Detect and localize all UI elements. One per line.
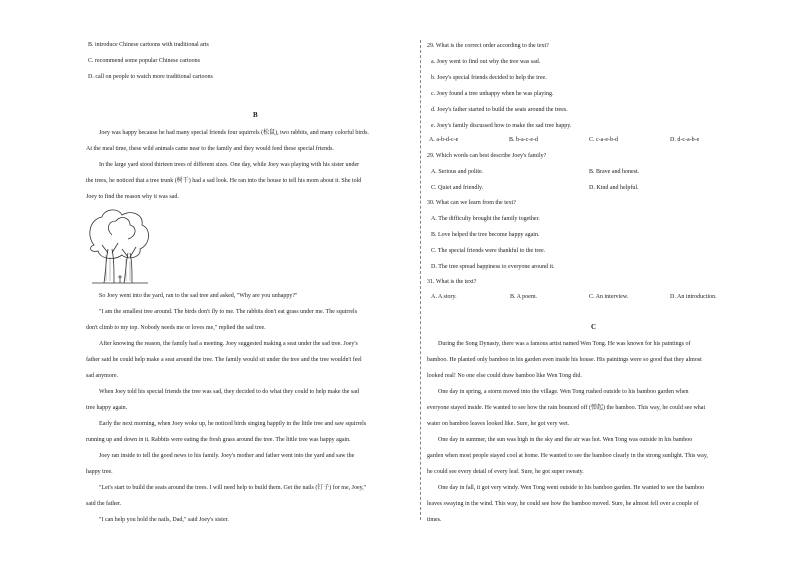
- passage-line: After knowing the reason, the family had a meeting. Joey suggested making a seat under the sad tree. Joey's: [99, 341, 358, 347]
- passage-line: One day in fall, it got very windy. Wen Tong went outside to his bamboo garden. He wanted to see the bamboo: [438, 485, 705, 491]
- option: D. An introduction.: [670, 294, 717, 300]
- option-c: C. recommend some popular Chinese cartoons: [88, 58, 200, 64]
- option: C. An interview.: [589, 294, 629, 300]
- passage-line: During the Song Dynasty, there was a famous artist named Wen Tong. He was known for his paintings of: [438, 341, 691, 347]
- passage-line: the trees, he noticed that a tree trunk (树干) had a sad look. He ran into the house to tell his mom about it. She told: [86, 178, 362, 184]
- option: A. A story.: [431, 294, 457, 300]
- option: C. Quiet and friendly.: [431, 185, 484, 191]
- passage-line: Joey ran inside to tell the good news to his family. Joey's mother and father went into the yard and saw the: [99, 453, 355, 459]
- order-item: b. Joey's special friends decided to help the tree.: [431, 75, 547, 81]
- option: B. b-a-c-e-d: [509, 137, 538, 143]
- passage-line: don't climb to my top. Nobody needs me or loves me," replied the sad tree.: [86, 325, 266, 331]
- option: B. Love helped the tree become happy again.: [431, 232, 540, 238]
- passage-line: "Let's start to build the seats around the trees. I will need help to build them. Get the nails (钉子) for me, Joey,": [99, 485, 367, 491]
- question-29b: 29. Which words can best describe Joey's family?: [427, 153, 547, 159]
- passage-line: "I can help you hold the nails, Dad," said Joey's sister.: [99, 517, 229, 523]
- option: A. The difficulty brought the family together.: [431, 216, 540, 222]
- option-b: B. introduce Chinese cartoons with traditional arts: [88, 42, 209, 48]
- passage-line: sad anymore.: [86, 373, 118, 379]
- passage-line: running up and down in it. Rabbits were eating the fresh grass around the tree. The little tree was happy again.: [86, 437, 351, 443]
- passage-line: One day in summer, the sun was high in the sky and the air was hot. Wen Tong was outside in his bamboo: [438, 437, 693, 443]
- passage-line: happy tree.: [86, 469, 113, 475]
- passage-line: bamboo. He planted only bamboo in his garden even inside his house. His paintings were so good that they almost: [427, 357, 702, 363]
- passage-line: he could see every detail of every leaf. Sure, he got super sweaty.: [427, 469, 584, 475]
- passage-line: One day in spring, a storm moved into the village. Wen Tong rushed outside to his bamboo garden when: [438, 389, 689, 395]
- passage-line: leaves swaying in the wind. This way, he could see how the bamboo moved. Sure, he almost fell over a couple of: [427, 501, 699, 507]
- option: A. Serious and polite.: [431, 169, 484, 175]
- passage-line: In the large yard stood thirteen trees of different sizes. One day, while Joey was playing with his sister under: [99, 162, 360, 168]
- passage-line: everyone stayed inside. He wanted to see how the rain bounced off (弹起) the bamboo. This way, he could see what: [427, 405, 706, 411]
- option: C. The special friends were thankful to the tree.: [431, 248, 546, 254]
- section-c-heading: C: [591, 323, 597, 331]
- option: D. d-c-a-b-e: [670, 137, 700, 143]
- passage-line: Early the next morning, when Joey woke up, he noticed birds singing happily in the little tree and saw squirrels: [99, 421, 367, 427]
- option-d: D. call on people to watch more traditional cartoons: [88, 74, 213, 80]
- order-item: e. Joey's family discussed how to make the sad tree happy.: [431, 123, 572, 129]
- option: C. c-a-e-b-d: [589, 137, 618, 143]
- option: D. The tree spread happiness to everyone around it.: [431, 264, 555, 270]
- question-30: 30. What can we learn from the text?: [427, 200, 516, 206]
- passage-line: tree happy again.: [86, 405, 128, 411]
- passage-line: said the father.: [86, 501, 122, 507]
- passage-line: garden when most people stayed cool at home. He wanted to see the bamboo clearly in the strong sunlight. This way,: [427, 453, 708, 459]
- passage-line: father said he could help make a seat around the tree. The family would sit under the tree and the tree wouldn't feel: [86, 357, 362, 363]
- passage-line: Joey to find the reason why it was sad.: [86, 194, 179, 200]
- column-divider: [420, 40, 421, 520]
- passage-line: "I am the smallest tree around. The birds don't fly to me. The rabbits don't eat grass under me. The squirrels: [99, 309, 358, 315]
- order-item: c. Joey found a tree unhappy when he was playing.: [431, 91, 554, 97]
- passage-line: times.: [427, 517, 442, 523]
- question-29a: 29. What is the correct order according to the text?: [427, 43, 549, 49]
- option: B. Brave and honest.: [589, 169, 640, 175]
- option: B. A poem.: [510, 294, 538, 300]
- option: D. Kind and helpful.: [589, 185, 639, 191]
- order-item: d. Joey's father started to build the seats around the trees.: [431, 107, 568, 113]
- section-b-heading: B: [253, 111, 258, 119]
- option: A. a-b-d-c-e: [429, 137, 459, 143]
- order-item: a. Joey went to find out why the tree was sad.: [431, 59, 541, 65]
- passage-line: So Joey went into the yard, ran to the sad tree and asked, "Why are you unhappy?": [99, 293, 298, 299]
- question-31: 31. What is the text?: [427, 279, 477, 285]
- passage-line: Joey was happy because he had many special friends four squirrels (松鼠), two rabbits, and many colorful birds.: [99, 130, 369, 136]
- passage-line: looked real! No one else could draw bamboo like Wen Tong did.: [427, 373, 582, 379]
- passage-line: At the meal time, these wild animals came near to the family and they would feed these special friends.: [86, 146, 334, 152]
- passage-line: When Joey told his special friends the tree was sad, they decided to do what they could to help make the sad: [99, 389, 359, 395]
- tree-illustration: [84, 205, 156, 287]
- passage-line: water on bamboo leaves looked like. Sure, he got very wet.: [427, 421, 570, 427]
